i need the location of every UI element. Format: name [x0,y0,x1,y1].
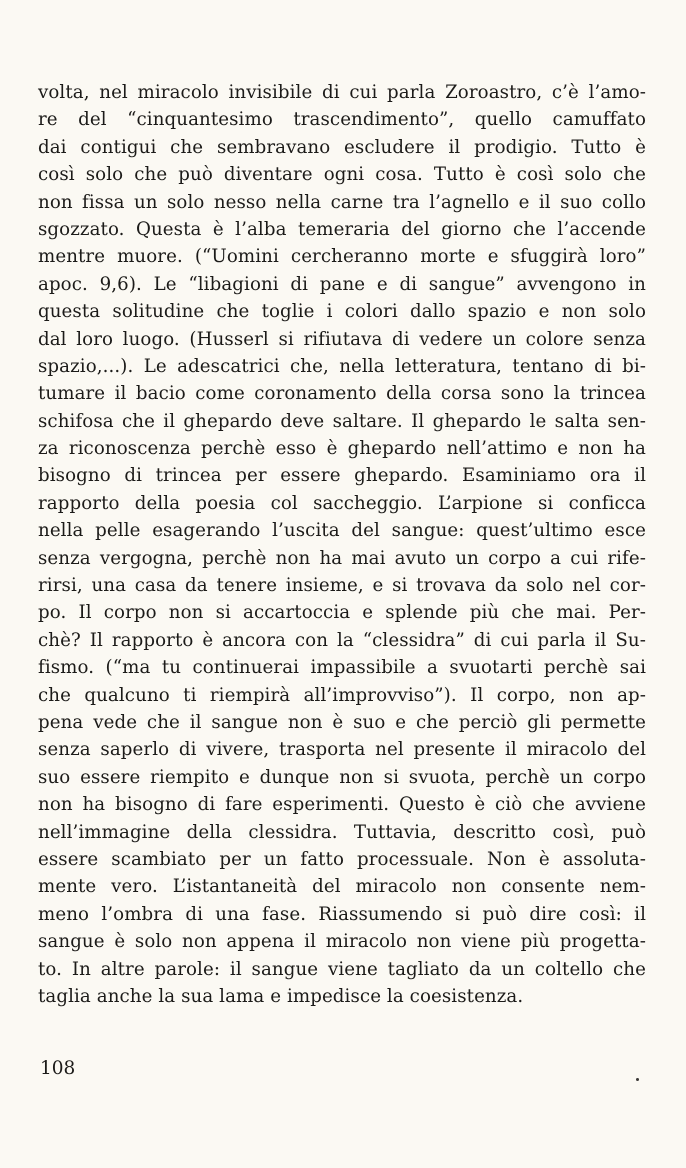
text-line: re del “cinquantesimo trascendimento”, quello camuffato [38,109,646,131]
text-line: sgozzato. Questa è l’alba temeraria del giorno che l’accende [38,218,646,240]
text-line: nella pelle esagerando l’uscita del sangue: quest’ultimo esce [38,520,646,542]
text-line: apoc. 9,6). Le “libagioni di pane e di sangue” avvengono in [38,273,646,295]
text-line: po. Il corpo non si accartoccia e splende più che mai. Per- [38,602,646,624]
page-number: 108 [40,1058,76,1079]
text-line: così solo che può diventare ogni cosa. Tutto è così solo che [38,164,646,186]
print-speck [636,1078,639,1081]
text-line: dai contigui che sembravano escludere il prodigio. Tutto è [38,136,646,158]
text-line: to. In altre parole: il sangue viene tagliato da un coltello che [38,958,646,980]
text-line: non fissa un solo nesso nella carne tra l’agnello e il suo collo [38,191,646,213]
text-line: tumare il bacio come coronamento della corsa sono la trincea [38,383,646,405]
text-line-last: taglia anche la sua lama e impedisce la coesistenza. [38,985,524,1007]
text-line: schifosa che il ghepardo deve saltare. Il ghepardo le salta sen- [38,410,646,432]
text-line: mentre muore. (“Uomini cercheranno morte e sfuggirà loro” [38,246,646,268]
text-line: bisogno di trincea per essere ghepardo. Esaminiamo ora il [38,465,646,487]
text-line: volta, nel miracolo invisibile di cui parla Zoroastro, c’è l’amo- [38,82,646,103]
text-line: senza saperlo di vivere, trasporta nel presente il miracolo del [38,739,646,761]
text-line: suo essere riempito e dunque non si svuota, perchè un corpo [38,766,646,788]
text-line: mente vero. L’istantaneità del miracolo non consente nem- [38,876,646,898]
text-line: questa solitudine che toglie i colori dallo spazio e non solo [38,301,646,323]
text-line: essere scambiato per un fatto processuale. Non è assoluta- [38,848,646,870]
text-line: meno l’ombra di una fase. Riassumendo si può dire così: il [38,903,646,925]
text-line: che qualcuno ti riempirà all’improvviso”). Il corpo, non ap- [38,684,646,706]
text-line: non ha bisogno di fare esperimenti. Questo è ciò che avviene [38,794,646,816]
text-line: fismo. (“ma tu continuerai impassibile a svuotarti perchè sai [38,657,646,679]
text-line: nell’immagine della clessidra. Tuttavia, descritto così, può [38,821,646,843]
text-line: senza vergogna, perchè non ha mai avuto un corpo a cui rife- [38,547,646,569]
text-line: pena vede che il sangue non è suo e che perciò gli permette [38,711,646,733]
text-line: za riconoscenza perchè esso è ghepardo nell’attimo e non ha [38,438,646,460]
text-line: rapporto della poesia col saccheggio. L’arpione si conficca [38,492,646,514]
body-text [38,79,646,1010]
text-line: chè? Il rapporto è ancora con la “clessidra” di cui parla il Su- [38,629,646,651]
text-line: dal loro luogo. (Husserl si rifiutava di vedere un colore senza [38,328,646,350]
text-line: rirsi, una casa da tenere insieme, e si trovava da solo nel cor- [38,575,646,597]
text-line: sangue è solo non appena il miracolo non viene più progetta- [38,931,646,953]
text-line: spazio,...). Le adescatrici che, nella letteratura, tentano di bi- [38,355,646,377]
